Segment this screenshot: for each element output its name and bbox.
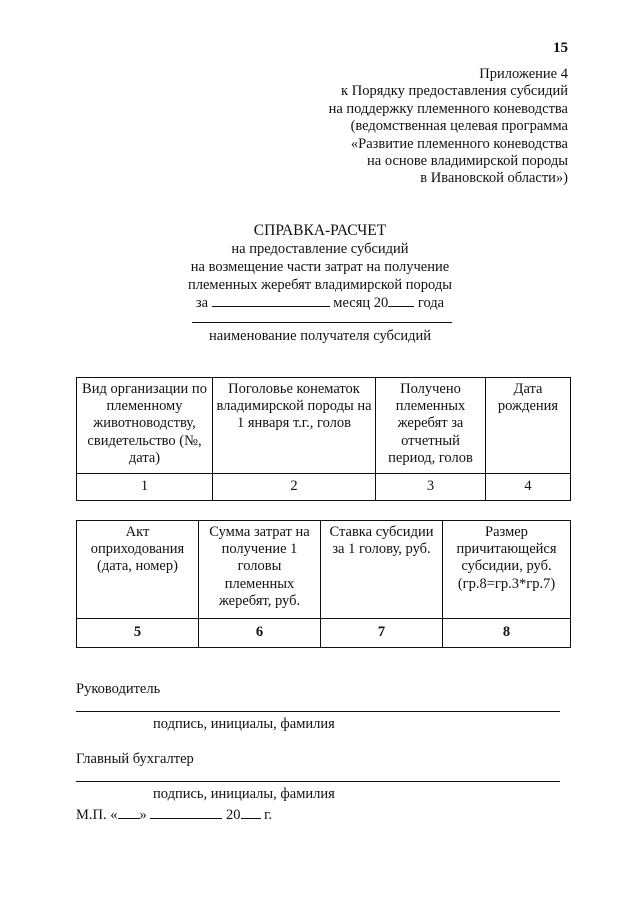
table-header-row [77,521,571,619]
subtitle-line: племенных жеребят владимирской породы [187,277,453,293]
appendix-line: «Развитие племенного коневодства [350,135,568,152]
period-suffix: года [417,295,445,311]
stamp-month-blank[interactable] [150,806,222,819]
document-heading [0,222,640,312]
appendix-reference [268,66,568,188]
column-number-row [77,474,571,501]
stamp-day-blank[interactable] [118,806,140,819]
calculation-table-2 [76,520,571,648]
stamp-year-blank[interactable] [241,806,261,819]
header-cell: Размер причитающейся субсидии, руб. (гр.8=гр.3*гр.7) [443,521,571,619]
calculation-table-1 [76,377,571,501]
table-header-row [77,378,571,474]
column-number: 5 [77,619,199,648]
document-title: СПРАВКА-РАСЧЕТ [253,222,387,239]
appendix-line: (ведомственная целевая программа [350,118,568,135]
stamp-close-quote: » [139,807,147,823]
header-cell: Вид организации по племенному животноводству, свидетельство (№, дата) [77,378,213,474]
period-month-label: месяц 20 [333,295,389,311]
page-number: 15 [553,40,568,56]
seal-date-line [76,806,272,824]
accountant-signature-line[interactable] [76,781,560,782]
appendix-line: Приложение 4 [479,66,568,82]
appendix-line: на основе владимирской породы [367,153,568,170]
column-number-row [77,619,571,648]
subtitle-line: на возмещение части затрат на получение [190,259,450,275]
column-number: 4 [486,474,571,501]
document-subtitle [0,240,640,312]
header-cell: Дата рождения [486,378,571,474]
recipient-caption: наименование получателя субсидий [209,328,431,344]
appendix-line: к Порядку предоставления субсидий [341,83,568,100]
header-cell: Ставка субсидии за 1 голову, руб. [321,521,443,619]
period-year-blank[interactable] [388,294,414,307]
column-number: 1 [77,474,213,501]
header-cell: Поголовье конематок владимирской породы на 1 января т.г., голов [213,378,376,474]
column-number: 7 [321,619,443,648]
header-cell: Сумма затрат на получение 1 головы племенных жеребят, руб. [199,521,321,619]
head-signature-label: Руководитель [76,681,161,697]
appendix-line: на поддержку племенного коневодства [328,100,568,117]
column-number: 8 [443,619,571,648]
recipient-name-line[interactable] [192,322,452,323]
appendix-line: в Ивановской области») [420,170,568,187]
subtitle-line: на предоставление субсидий [231,241,409,257]
period-line [0,294,640,312]
stamp-year-suffix: г. [264,807,273,823]
stamp-year-prefix: 20 [226,807,241,823]
head-signature-caption: подпись, инициалы, фамилия [153,716,335,732]
head-signature-line[interactable] [76,711,560,712]
column-number: 3 [376,474,486,501]
period-month-blank[interactable] [212,294,330,307]
header-cell: Получено племенных жеребят за отчетный период, голов [376,378,486,474]
header-cell: Акт оприходования (дата, номер) [77,521,199,619]
accountant-signature-label: Главный бухгалтер [76,751,194,767]
column-number: 6 [199,619,321,648]
accountant-signature-caption: подпись, инициалы, фамилия [153,786,335,802]
period-prefix: за [195,295,209,311]
column-number: 2 [213,474,376,501]
stamp-prefix: М.П. « [76,807,118,823]
